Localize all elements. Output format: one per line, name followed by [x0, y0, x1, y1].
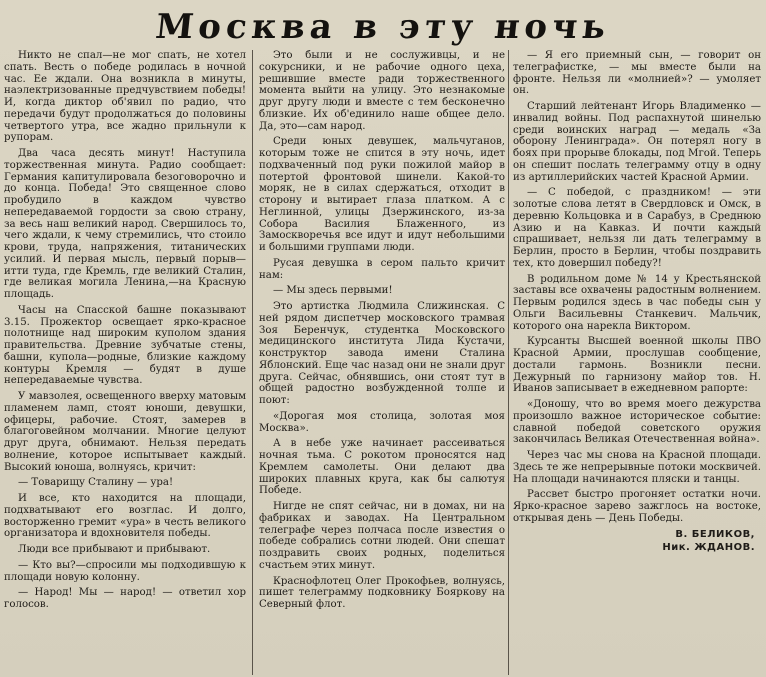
paragraph: Это артистка Людмила Слижинская. С ней рядом диспетчер московского трамвая Зоя Беренчук, студентка Московского медицинского института Лида Кустачи, конструктор завода имени Сталина Яблонский. Еще час назад они не знали друг друга. Сейчас, обнявшись, они стоят тут в общей радостно возбужденной толпе и поют:: [259, 301, 505, 406]
paragraph: — Я его приемный сын, — говорит он телеграфистке, — мы вместе были на фронте. Нельзя ли «молнией»? — умоляет он.: [513, 50, 761, 97]
paragraph: — Товарищу Сталину — ура!: [18, 477, 174, 489]
headline: Москва в эту ночь: [153, 7, 613, 47]
column-divider-right: [508, 50, 509, 675]
paragraph: — Кто вы?—спросили мы подходившую к площади новую колонну.: [4, 559, 246, 583]
paragraph: — Мы здесь первыми!: [273, 285, 393, 297]
paragraph: А в небе уже начинает рассеиваться ночная тьма. С рокотом проносятся над Кремлем самолеты. Они делают два широких плавных круга, как бы салютуя Победе.: [259, 438, 505, 497]
paragraph: — С победой, с праздником! — эти золотые слова летят в Свердловск и Омск, в деревню Кольцовка и в Сарабуз, в Среднюю Азию и на Кавказ. И почти каждый спрашивает, нельзя ли дать телеграмму в Берлин, просто в Берлин, чтобы поздравить тех, кто довершил победу?!: [513, 187, 761, 269]
paragraph: Два часа десять минут! Наступила торжественная минута. Радио сообщает: Германия капитулировала безоговорочно и до конца. Победа! Это священное слово пробудило в каждом чувство непередаваемой гордости за свою страну, за весь наш великий народ. Свершилось то, чего ждали, к чему стремились, что стоило крови, труда, напряжения, титанических усилий. И первая мысль, первый порыв—итти туда, где Кремль, где великий Сталин, где великая могила Ленина,—на Красную площадь.: [4, 148, 246, 300]
paragraph: Курсанты Высшей военной школы ПВО Красной Армии, прослушав сообщение, достали гармонь. Возникли песни. Дежурный по гарнизону майор тов. Н. Иванов записывает в ежедневном рапорте:: [513, 336, 761, 395]
article-column-1: [4, 50, 246, 675]
paragraph: В родильном доме № 14 у Крестьянской заставы все охвачены радостным волнением. Первым родился здесь в час победы сын у Ольги Васильевны Станкевич. Мальчик, которого она нарекла Виктором.: [513, 273, 761, 332]
paragraph: Это были и не сослуживцы, и не сокурсники, и не рабочие одного цеха, решившие вместе ради торжественного момента выйти на улицу. Это незнакомые друг другу люди и вместе с тем бесконечно близкие. Их об'единило наше общее дело. Да, это—сам народ.: [259, 50, 505, 132]
paragraph: И все, кто находится на площади, подхватывают его возглас. И долго, восторженно гремит «ура» в честь великого организатора и вдохновителя победы.: [4, 493, 246, 540]
paragraph: Через час мы снова на Красной площади. Здесь те же непрерывные потоки москвичей. На площади начинаются пляски и танцы.: [513, 450, 761, 485]
column-divider-left: [252, 50, 253, 675]
paragraph: Среди юных девушек, мальчуганов, которым тоже не спится в эту ночь, идет подхваченный под руки пожилой майор в потертой фронтовой шинели. Какой-то моряк, не в силах сдержаться, отходит в сторону и вытирает глаза платком. А с Неглинной, улицы Дзержинского, из-за Собора Василия Блаженного, из Замоскворечья все идут и идут небольшими и большими группами люди.: [259, 136, 505, 253]
author-signature: В. БЕЛИКОВ,: [675, 528, 755, 540]
paragraph: Рассвет быстро прогоняет остатки ночи. Ярко-красное зарево зажглось на востоке, открывая день — День Победы.: [513, 489, 761, 524]
paragraph: Никто не спал—не мог спать, не хотел спать. Весть о победе родилась в ночной час. Ее ждали. Она возникла в минуты, наэлектризованные предчувствием победы! И, когда диктор об'явил по радио, что передачи будут продолжаться до половины четвертого утра, все жадно прильнули к рупорам.: [4, 50, 246, 144]
paragraph: Старший лейтенант Игорь Владименко — инвалид войны. Под распахнутой шинелью среди воинских наград — медаль «За оборону Ленинграда». Он потерял ногу в боях при прорыве блокады, под Мгой. Теперь он спешит послать телеграмму отцу в одну из артиллерийских частей Красной Армии.: [513, 101, 761, 183]
paragraph: Люди все прибывают и прибывают.: [18, 544, 211, 555]
paragraph: Краснофлотец Олег Прокофьев, волнуясь, пишет телеграмму подковнику Бояркову на Северный флот.: [259, 575, 505, 610]
paragraph: — Народ! Мы — народ! — ответил хор голосов.: [4, 587, 246, 610]
article-column-2: [259, 50, 505, 675]
author-signature: Ник. ЖДАНОВ.: [662, 542, 755, 554]
paragraph: Русая девушка в сером пальто кричит нам:: [259, 257, 505, 281]
paragraph: «Дорогая моя столица, золотая моя Москва».: [259, 410, 505, 434]
paragraph: «Доношу, что во время моего дежурства произошло важное историческое событие: славной победой советского оружия закончилась Великая Отечественная война».: [513, 399, 761, 446]
paragraph: Нигде не спят сейчас, ни в домах, ни на фабриках и заводах. На Центральном телеграфе через полчаса после известия о победе собрались сотни людей. Они спешат поздравить своих родных, поделиться счастьем этих минут.: [259, 501, 505, 571]
article-column-3: [513, 50, 761, 675]
paragraph: Часы на Спасской башне показывают 3.15. Прожектор освещает ярко-красное полотнище над широким куполом здания правительства. Древние зубчатые стены, башни, купола—родные, близкие каждому контуры Кремля — будят в душе непередаваемые чувства.: [4, 304, 246, 387]
paragraph: У мавзолея, освещенного вверху матовым пламенем ламп, стоят юноши, девушки, офицеры, рабочие. Стоят, замерев в благоговейном молчании. Многие целуют друг друга, обнимают. Нельзя передать волнение, которое испытывает каждый. Высокий юноша, волнуясь, кричит:: [4, 391, 246, 473]
